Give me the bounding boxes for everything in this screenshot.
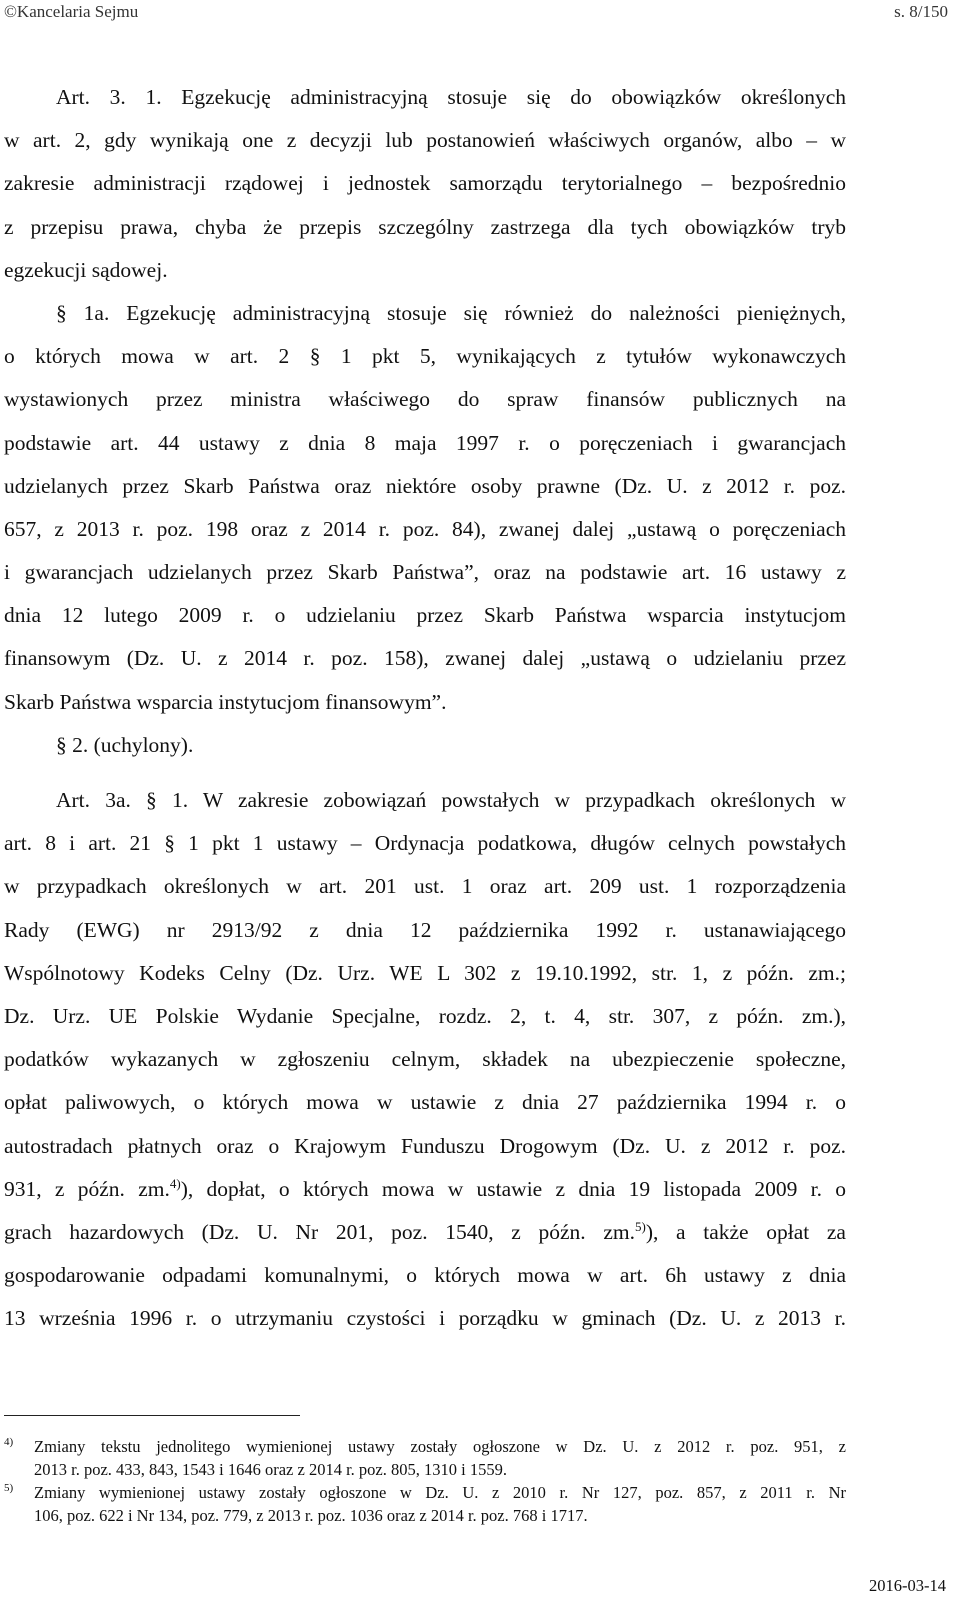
line-text: Wspólnotowy Kodeks Celny (Dz. Urz. WE L 302 z 19.10.1992, str. 1, z późn. zm.; bbox=[4, 960, 846, 985]
text-line bbox=[4, 1168, 846, 1211]
line-text: grach hazardowych (Dz. U. Nr 201, poz. 1540, z późn. zm. bbox=[4, 1219, 635, 1244]
footnote-text: Zmiany wymienionej ustawy zostały ogłoszone w Dz. U. z 2010 r. Nr 127, poz. 857, z 2011 r. Nr bbox=[34, 1483, 846, 1502]
text-line bbox=[4, 292, 846, 335]
line-text: egzekucji sądowej. bbox=[4, 257, 168, 282]
line-text: § 1a. Egzekucję administracyjną stosuje się również do należności pieniężnych, bbox=[56, 300, 846, 325]
line-text: zakresie administracji rządowej i jednostek samorządu terytorialnego – bezpośrednio bbox=[4, 171, 846, 196]
line-text: w art. 2, gdy wynikają one z decyzji lub postanowień właściwych organów, albo – w bbox=[4, 128, 846, 153]
text-line bbox=[4, 422, 846, 465]
line-text: gospodarowanie odpadami komunalnymi, o których mowa w art. 6h ustawy z dnia bbox=[4, 1263, 846, 1288]
line-text: Dz. Urz. UE Polskie Wydanie Specjalne, rozdz. 2, t. 4, str. 307, z późn. zm.), bbox=[4, 1003, 846, 1028]
text-line bbox=[4, 508, 846, 551]
text-line bbox=[4, 952, 846, 995]
line-text: finansowym (Dz. U. z 2014 r. poz. 158), zwanej dalej „ustawą o udzielaniu przez bbox=[4, 646, 846, 671]
line-text-continued: ), dopłat, o których mowa w ustawie z dnia 19 listopada 2009 r. o bbox=[180, 1176, 846, 1201]
line-text: dnia 12 lutego 2009 r. o udzielaniu przez Skarb Państwa wsparcia instytucjom bbox=[4, 603, 846, 628]
text-line bbox=[4, 1297, 846, 1340]
text-line bbox=[4, 249, 846, 292]
footnote-mark: 4) bbox=[4, 1436, 14, 1448]
line-text: opłat paliwowych, o których mowa w ustawie z dnia 27 października 1994 r. o bbox=[4, 1090, 846, 1115]
document-date: 2016-03-14 bbox=[869, 1576, 946, 1595]
footnote-separator bbox=[4, 1415, 300, 1416]
line-text: w przypadkach określonych w art. 201 ust. 1 oraz art. 209 ust. 1 rozporządzenia bbox=[4, 874, 846, 899]
line-text: Art. 3. 1. Egzekucję administracyjną stosuje się do obowiązków określonych bbox=[56, 85, 846, 109]
line-text: 657, z 2013 r. poz. 198 oraz z 2014 r. poz. 84), zwanej dalej „ustawą o poręczeniach bbox=[4, 516, 846, 541]
line-text: o których mowa w art. 2 § 1 pkt 5, wynikających z tytułów wykonawczych bbox=[4, 344, 846, 369]
copyright-header: ©Kancelaria Sejmu bbox=[4, 2, 139, 21]
text-line bbox=[4, 1211, 846, 1254]
text-line bbox=[4, 206, 846, 249]
page-number: s. 8/150 bbox=[894, 2, 948, 21]
text-line bbox=[4, 681, 846, 724]
text-line bbox=[4, 865, 846, 908]
text-line bbox=[4, 1038, 846, 1081]
text-line bbox=[4, 1081, 846, 1124]
text-line bbox=[4, 1254, 846, 1297]
line-text: 931, z późn. zm. bbox=[4, 1176, 170, 1201]
footnote-text: 2013 r. poz. 433, 843, 1543 i 1646 oraz z 2014 r. poz. 805, 1310 i 1559. bbox=[34, 1460, 507, 1479]
footnote bbox=[4, 1481, 846, 1527]
text-line bbox=[4, 909, 846, 952]
text-line bbox=[4, 995, 846, 1038]
footnote-mark: 5) bbox=[4, 1482, 14, 1494]
footnote-text: 106, poz. 622 i Nr 134, poz. 779, z 2013 r. poz. 1036 oraz z 2014 r. poz. 768 i 1717. bbox=[34, 1506, 588, 1525]
footnotes bbox=[4, 1435, 846, 1527]
line-text: Skarb Państwa wsparcia instytucjom finansowym”. bbox=[4, 689, 447, 714]
text-line bbox=[4, 779, 846, 822]
line-text: Rady (EWG) nr 2913/92 z dnia 12 października 1992 r. ustanawiającego bbox=[4, 917, 846, 942]
text-line bbox=[4, 724, 846, 767]
footnote-reference[interactable]: 4) bbox=[169, 1175, 181, 1191]
footnote bbox=[4, 1435, 846, 1481]
line-text: i gwarancjach udzielanych przez Skarb Państwa”, oraz na podstawie art. 16 ustawy z bbox=[4, 560, 846, 585]
footnote-reference[interactable]: 5) bbox=[634, 1218, 646, 1234]
text-line bbox=[4, 465, 846, 508]
line-text: wystawionych przez ministra właściwego do spraw finansów publicznych na bbox=[4, 387, 846, 412]
line-text: podatków wykazanych w zgłoszeniu celnym, składek na ubezpieczenie społeczne, bbox=[4, 1047, 846, 1072]
text-line bbox=[4, 822, 846, 865]
line-text: § 2. (uchylony). bbox=[56, 732, 194, 757]
text-line bbox=[4, 378, 846, 421]
statute-body bbox=[4, 76, 846, 1340]
text-line bbox=[4, 119, 846, 162]
line-text: z przepisu prawa, chyba że przepis szczególny zastrzega dla tych obowiązków tryb bbox=[4, 214, 846, 239]
text-line bbox=[4, 335, 846, 378]
line-text: podstawie art. 44 ustawy z dnia 8 maja 1997 r. o poręczeniach i gwarancjach bbox=[4, 430, 846, 455]
text-line bbox=[4, 594, 846, 637]
line-text: Art. 3a. § 1. W zakresie zobowiązań powstałych w przypadkach określonych w bbox=[56, 788, 846, 812]
text-line bbox=[4, 76, 846, 119]
text-line bbox=[4, 551, 846, 594]
text-line bbox=[4, 162, 846, 205]
line-text: 13 września 1996 r. o utrzymaniu czystości i porządku w gminach (Dz. U. z 2013 r. bbox=[4, 1306, 846, 1331]
line-text: autostradach płatnych oraz o Krajowym Funduszu Drogowym (Dz. U. z 2012 r. poz. bbox=[4, 1133, 846, 1158]
footnote-text: Zmiany tekstu jednolitego wymienionej ustawy zostały ogłoszone w Dz. U. z 2012 r. poz. 951, z bbox=[34, 1437, 846, 1456]
text-line bbox=[4, 1125, 846, 1168]
line-text: art. 8 i art. 21 § 1 pkt 1 ustawy – Ordynacja podatkowa, długów celnych powstałych bbox=[4, 831, 846, 856]
text-line bbox=[4, 637, 846, 680]
line-text: udzielanych przez Skarb Państwa oraz niektóre osoby prawne (Dz. U. z 2012 r. poz. bbox=[4, 473, 846, 498]
line-text-continued: ), a także opłat za bbox=[645, 1219, 846, 1244]
